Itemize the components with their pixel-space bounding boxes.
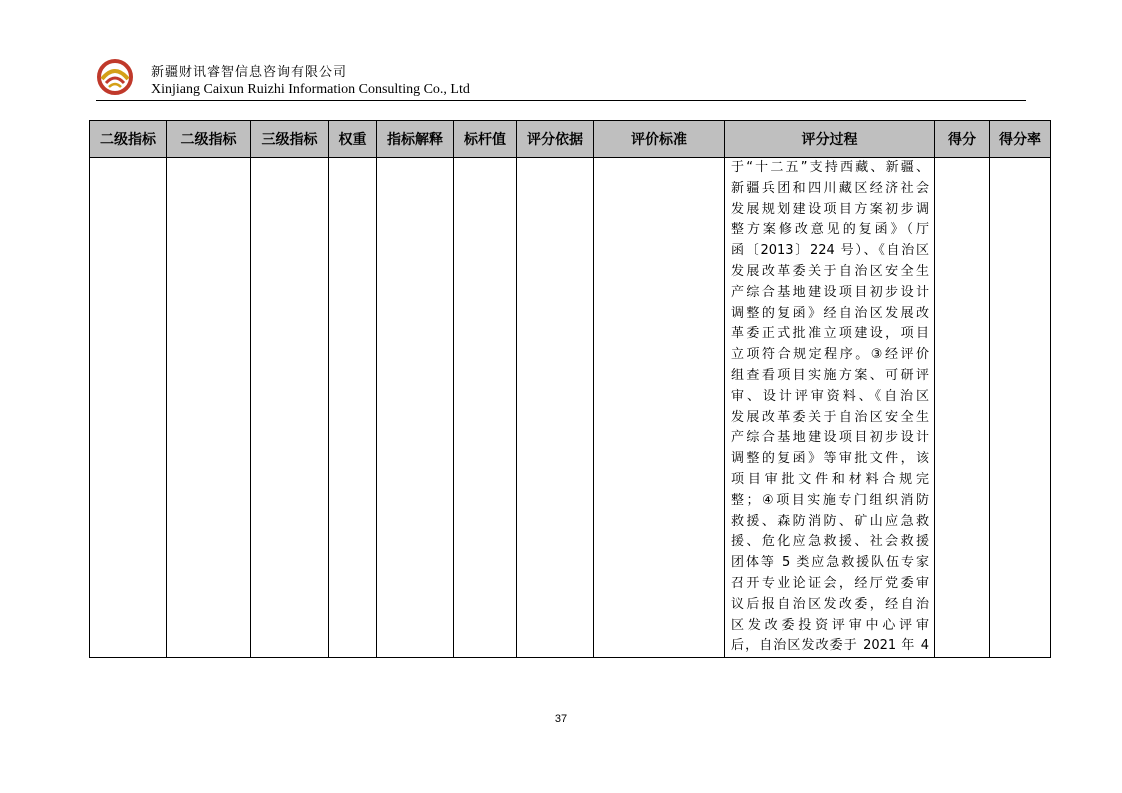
scoring-process-line: 议后报自治区发改委，经自治 xyxy=(731,596,929,612)
evaluation-table xyxy=(89,120,1051,658)
scoring-process-line: 调整的复函》经自治区发展改 xyxy=(731,305,929,321)
scoring-process-line: 函〔2013〕224 号）、《自治区 xyxy=(731,243,929,259)
table-cell xyxy=(377,158,454,658)
scoring-process-line: 后，自治区发改委于 2021 年 4 xyxy=(731,638,929,654)
scoring-process-line: 发展规划建设项目方案初步调 xyxy=(731,201,929,217)
column-header: 二级指标 xyxy=(90,121,167,158)
scoring-process-line: 整方案修改意见的复函》（厅 xyxy=(731,222,929,238)
column-header: 评价标准 xyxy=(594,121,725,158)
scoring-process-line: 审、设计评审资料、《自治区 xyxy=(731,388,929,404)
scoring-process-line: 新疆兵团和四川藏区经济社会 xyxy=(731,180,929,196)
scoring-process-line: 援、危化应急救援、社会救援 xyxy=(731,534,929,550)
table-cell xyxy=(935,158,990,658)
scoring-process-line: 召开专业论证会，经厅党委审 xyxy=(731,575,929,591)
company-name-cn: 新疆财讯睿智信息咨询有限公司 xyxy=(151,65,348,80)
scoring-process-line: 团体等 5 类应急救援队伍专家 xyxy=(731,555,929,571)
scoring-process-line: 革委正式批准立项建设，项目 xyxy=(731,326,929,342)
column-header: 得分率 xyxy=(990,121,1051,158)
header-divider xyxy=(96,100,1026,101)
scoring-process-line: 组查看项目实施方案、可研评 xyxy=(731,367,929,383)
table-header-row xyxy=(90,121,1051,158)
scoring-process-cell xyxy=(725,158,935,658)
column-header: 标杆值 xyxy=(454,121,517,158)
scoring-process-line: 调整的复函》等审批文件，该 xyxy=(731,451,929,467)
column-header: 得分 xyxy=(935,121,990,158)
company-logo-icon xyxy=(96,57,134,97)
page-number: 37 xyxy=(554,713,568,725)
column-header: 指标解释 xyxy=(377,121,454,158)
company-name-en: Xinjiang Caixun Ruizhi Information Consulting Co., Ltd xyxy=(151,82,470,97)
table-cell xyxy=(990,158,1051,658)
table-cell xyxy=(594,158,725,658)
column-header: 二级指标 xyxy=(167,121,251,158)
table-cell xyxy=(251,158,329,658)
scoring-process-line: 整；④项目实施专门组织消防 xyxy=(731,492,929,508)
table-row xyxy=(90,158,1051,658)
column-header: 三级指标 xyxy=(251,121,329,158)
scoring-process-line: 产综合基地建设项目初步设计 xyxy=(731,284,929,300)
scoring-process-line: 发展改革委关于自治区安全生 xyxy=(731,409,929,425)
scoring-process-line: 发展改革委关于自治区安全生 xyxy=(731,263,929,279)
table-cell xyxy=(454,158,517,658)
table-cell xyxy=(517,158,594,658)
scoring-process-line: 项目审批文件和材料合规完 xyxy=(731,471,929,487)
scoring-process-line: 救援、森防消防、矿山应急救 xyxy=(731,513,929,529)
column-header: 评分过程 xyxy=(725,121,935,158)
table-cell xyxy=(329,158,377,658)
scoring-process-line: 区发改委投资评审中心评审 xyxy=(731,617,929,633)
table-cell xyxy=(167,158,251,658)
column-header: 评分依据 xyxy=(517,121,594,158)
scoring-process-line: 于“十二五”支持西藏、新疆、 xyxy=(731,160,929,175)
scoring-process-line: 立项符合规定程序。③经评价 xyxy=(731,347,929,363)
table-cell xyxy=(90,158,167,658)
scoring-process-line: 产综合基地建设项目初步设计 xyxy=(731,430,929,446)
page-header xyxy=(96,55,1026,103)
column-header: 权重 xyxy=(329,121,377,158)
